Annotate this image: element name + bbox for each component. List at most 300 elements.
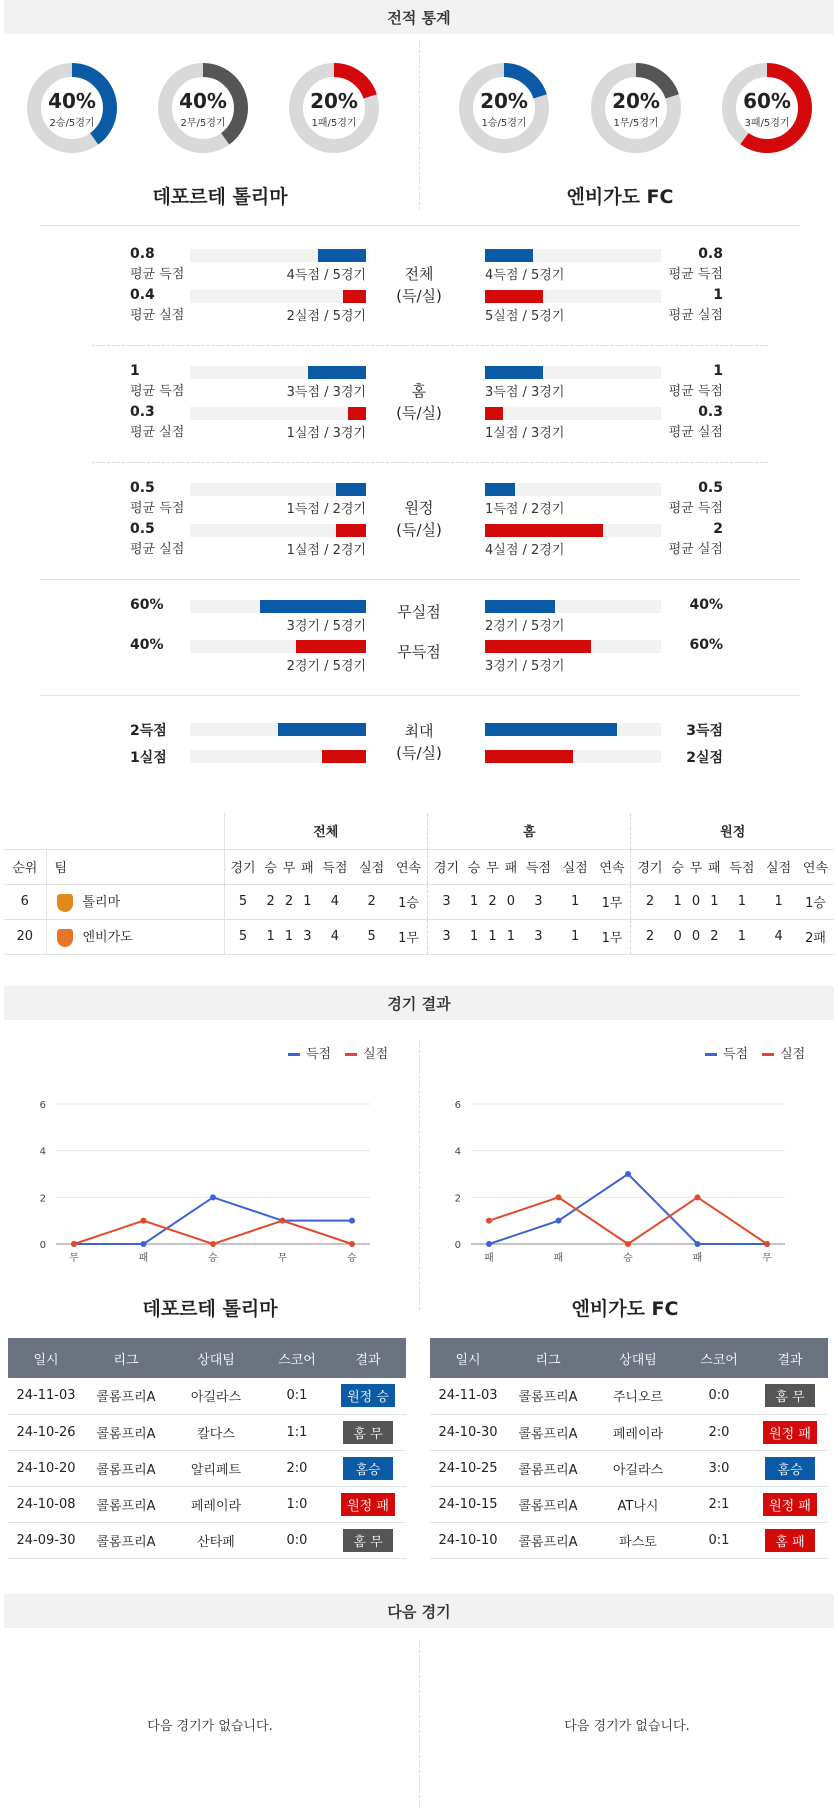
- results-head-cell: 일시: [430, 1338, 506, 1378]
- left-bar-track: [190, 723, 366, 736]
- right-value: 2: [713, 521, 723, 537]
- standings-group-header: 전체: [224, 813, 427, 849]
- result-score: 2:1: [686, 1486, 752, 1522]
- result-opp: 주니오르: [590, 1378, 686, 1414]
- stat-center-title: 전체: [404, 265, 434, 283]
- left-label: 평균 실점: [130, 308, 185, 323]
- result-league: 콜롬프리A: [506, 1486, 590, 1522]
- standings-cell: 1무: [594, 884, 631, 919]
- right-bar-fill: [485, 366, 543, 379]
- chart-legend-home: [288, 1043, 388, 1062]
- results-head-cell: 스코어: [686, 1338, 752, 1378]
- right-label: 평균 득점: [668, 267, 723, 282]
- result-opp: 알리페트: [168, 1450, 264, 1486]
- donut-subtext: 1무/5경기: [613, 118, 659, 129]
- result-date: 24-11-03: [8, 1378, 84, 1414]
- right-bar-track: [485, 249, 661, 262]
- left-label: 평균 득점: [130, 267, 185, 282]
- standings-cell: 5: [353, 919, 390, 954]
- legend-scored-label: 득점: [723, 1047, 749, 1062]
- chart-series-line: [489, 1197, 767, 1244]
- standings-head-rank: 순위: [4, 849, 46, 884]
- standings-cell: 2: [483, 884, 501, 919]
- standings-cell: 3: [520, 884, 557, 919]
- result-row: [8, 1378, 406, 1414]
- standings-cell: 1무: [390, 919, 427, 954]
- left-bar-fill: [278, 723, 366, 736]
- right-label: 평균 실점: [668, 308, 723, 323]
- stat-donut: [26, 62, 118, 154]
- home-goals-line-chart: [30, 1090, 410, 1270]
- left-bar-track: [190, 249, 366, 262]
- right-bar-text: 2경기 / 5경기: [485, 619, 565, 634]
- standings-cell: 1승: [390, 884, 427, 919]
- result-score: 1:0: [264, 1486, 330, 1522]
- standings-group-header: 홈: [427, 813, 630, 849]
- result-score: 0:0: [264, 1522, 330, 1558]
- left-label: 평균 득점: [130, 501, 185, 516]
- results-header-row: [430, 1338, 828, 1378]
- left-bar-track: [190, 750, 366, 763]
- left-bar-track: [190, 600, 366, 613]
- left-value: 1실점: [130, 750, 167, 766]
- right-bar-fill: [485, 249, 533, 262]
- result-row: [8, 1522, 406, 1558]
- standings-head-col: 무: [280, 849, 298, 884]
- result-date: 24-10-26: [8, 1414, 84, 1450]
- left-bar-text: 1득점 / 2경기: [286, 502, 366, 517]
- standings-row: [4, 919, 834, 954]
- right-bar-track: [485, 750, 661, 763]
- stat-center-title: 최대: [404, 722, 434, 740]
- results-head-cell: 상대팀: [168, 1338, 264, 1378]
- result-row: [430, 1522, 828, 1558]
- standings-team: [46, 919, 224, 954]
- chart-point: [141, 1218, 147, 1224]
- standings-cell: 4: [317, 919, 354, 954]
- chart-x-tick: 무: [277, 1253, 288, 1264]
- left-label: 평균 득점: [130, 384, 185, 399]
- donut-percent: 40%: [179, 89, 227, 113]
- left-bar-fill: [308, 366, 366, 379]
- legend-scored-swatch: [705, 1053, 717, 1056]
- right-bar-track: [485, 366, 661, 379]
- chart-point: [695, 1241, 701, 1247]
- left-bar-text: 2실점 / 5경기: [286, 309, 366, 324]
- right-value: 40%: [689, 597, 723, 613]
- donut-percent: 20%: [310, 89, 358, 113]
- stat-center-label: [359, 720, 479, 764]
- legend-conceded-swatch: [345, 1053, 357, 1056]
- result-league: 콜롬프리A: [84, 1522, 168, 1558]
- result-date: 24-10-15: [430, 1486, 506, 1522]
- left-value: 0.8: [130, 246, 155, 262]
- left-value: 0.3: [130, 404, 155, 420]
- standings-head-col: 경기: [224, 849, 261, 884]
- legend-conceded-label: 실점: [363, 1047, 389, 1062]
- stat-center-label: 무득점: [397, 643, 441, 661]
- right-bar-fill: [485, 407, 503, 420]
- standings-head-col: 득점: [520, 849, 557, 884]
- chart-y-tick: 6: [454, 1100, 461, 1111]
- standings-head-team: 팀: [46, 849, 224, 884]
- standings-cell: 1무: [594, 919, 631, 954]
- result-league: 콜롬프리A: [506, 1414, 590, 1450]
- stat-donut: [721, 62, 813, 154]
- legend-scored: [705, 1043, 748, 1062]
- standings-cell: 1: [760, 884, 797, 919]
- result-cell: [752, 1450, 828, 1486]
- left-bar-text: 1실점 / 3경기: [286, 426, 366, 441]
- result-row: [8, 1414, 406, 1450]
- result-date: 24-10-30: [430, 1414, 506, 1450]
- chart-x-tick: 패: [553, 1253, 564, 1264]
- right-value: 1: [713, 287, 723, 303]
- right-bar-track: [485, 483, 661, 496]
- stat-center-label: 무실점: [397, 603, 441, 621]
- chart-point: [625, 1241, 631, 1247]
- result-badge: 홈 패: [765, 1529, 815, 1552]
- standings-head-col: 득점: [317, 849, 354, 884]
- result-date: 24-09-30: [8, 1522, 84, 1558]
- result-league: 콜롬프리A: [84, 1486, 168, 1522]
- left-bar-fill: [318, 249, 366, 262]
- chart-x-tick: 무: [69, 1253, 79, 1264]
- donut-percent: 40%: [48, 89, 96, 113]
- result-date: 24-10-10: [430, 1522, 506, 1558]
- standings-head-col: 실점: [353, 849, 390, 884]
- standings-cell: 3: [427, 919, 464, 954]
- result-row: [430, 1486, 828, 1522]
- standings-head-col: 승: [261, 849, 279, 884]
- chart-x-tick: 승: [347, 1253, 357, 1264]
- standings-head-col: 실점: [557, 849, 594, 884]
- legend-conceded-swatch: [762, 1053, 774, 1056]
- standings-head-col: 연속: [797, 849, 834, 884]
- left-bar-text: 2경기 / 5경기: [286, 659, 366, 674]
- legend-conceded: [762, 1043, 805, 1062]
- standings-team-name: 톨리마: [82, 895, 121, 911]
- home-team-name: 데포르테 톨리마: [152, 186, 288, 208]
- right-bar-fill: [485, 290, 543, 303]
- chart-point: [71, 1241, 77, 1247]
- chart-y-tick: 4: [39, 1146, 46, 1158]
- chart-y-tick: 2: [454, 1193, 461, 1205]
- home-team-name: 데포르테 톨리마: [142, 1298, 278, 1320]
- right-bar-fill: [485, 723, 617, 736]
- left-value: 0.5: [130, 521, 155, 537]
- chart-series-line: [74, 1197, 352, 1244]
- result-league: 콜롬프리A: [84, 1414, 168, 1450]
- standings-head-col: 경기: [427, 849, 464, 884]
- right-value: 0.5: [698, 480, 723, 496]
- result-score: 2:0: [686, 1414, 752, 1450]
- column-divider: [419, 40, 420, 210]
- standings-cell: 1: [261, 919, 279, 954]
- donut-subtext: 2무/5경기: [180, 118, 226, 129]
- standings-cell: 1: [557, 919, 594, 954]
- result-opp: 페레이라: [168, 1486, 264, 1522]
- stat-center-sub: (득/실): [396, 521, 442, 539]
- standings-cell: 3: [427, 884, 464, 919]
- left-value: 0.5: [130, 480, 155, 496]
- left-bar-track: [190, 524, 366, 537]
- team-logo-icon: [57, 894, 73, 912]
- result-cell: [330, 1378, 406, 1414]
- stat-center-label: [359, 263, 479, 307]
- standings-head-col: 연속: [390, 849, 427, 884]
- no-next-match-home: 다음 경기가 없습니다.: [147, 1719, 273, 1734]
- standings-header-row: [4, 849, 834, 884]
- left-bar-track: [190, 407, 366, 420]
- result-date: 24-10-25: [430, 1450, 506, 1486]
- result-opp: 아길라스: [168, 1378, 264, 1414]
- result-league: 콜롬프리A: [506, 1450, 590, 1486]
- chart-series-line: [489, 1174, 767, 1244]
- results-head-cell: 리그: [84, 1338, 168, 1378]
- right-bar-fill: [485, 600, 555, 613]
- left-bar-track: [190, 640, 366, 653]
- left-bar-text: 4득점 / 5경기: [286, 268, 366, 283]
- right-value: 3득점: [686, 723, 723, 739]
- right-bar-text: 5실점 / 5경기: [485, 309, 565, 324]
- right-label: 평균 득점: [668, 384, 723, 399]
- divider: [40, 695, 800, 696]
- legend-conceded: [345, 1043, 388, 1062]
- standings-cell: 1: [483, 919, 501, 954]
- divider: [40, 579, 800, 580]
- result-badge: 원정 승: [341, 1384, 395, 1407]
- right-bar-fill: [485, 640, 591, 653]
- standings-cell: 1: [668, 884, 686, 919]
- right-bar-track: [485, 524, 661, 537]
- standings-cell: 2: [280, 884, 298, 919]
- chart-point: [486, 1241, 492, 1247]
- stat-donut: [590, 62, 682, 154]
- standings-head-col: 패: [502, 849, 520, 884]
- result-score: 1:1: [264, 1414, 330, 1450]
- column-divider: [419, 1640, 420, 1808]
- result-opp: 페레이라: [590, 1414, 686, 1450]
- standings-cell: 1: [280, 919, 298, 954]
- standings-cell: 1: [705, 884, 723, 919]
- result-row: [8, 1486, 406, 1522]
- result-row: [430, 1378, 828, 1414]
- left-bar-track: [190, 366, 366, 379]
- left-bar-fill: [260, 600, 366, 613]
- right-bar-fill: [485, 750, 573, 763]
- donut-percent: 20%: [480, 89, 528, 113]
- result-cell: [330, 1486, 406, 1522]
- result-badge: 원정 패: [763, 1493, 817, 1516]
- result-cell: [330, 1522, 406, 1558]
- result-row: [430, 1414, 828, 1450]
- results-head-cell: 일시: [8, 1338, 84, 1378]
- standings-cell: 3: [298, 919, 316, 954]
- standings-cell: 0: [687, 919, 705, 954]
- stat-donut: [157, 62, 249, 154]
- result-score: 0:0: [686, 1378, 752, 1414]
- result-opp: 파스토: [590, 1522, 686, 1558]
- chart-point: [556, 1218, 562, 1224]
- results-head-cell: 결과: [330, 1338, 406, 1378]
- stat-donut: [458, 62, 550, 154]
- chart-y-tick: 0: [39, 1240, 46, 1251]
- chart-x-tick: 승: [208, 1253, 218, 1264]
- results-head-cell: 결과: [752, 1338, 828, 1378]
- chart-point: [349, 1218, 355, 1224]
- result-date: 24-10-08: [8, 1486, 84, 1522]
- standings-cell: 2: [353, 884, 390, 919]
- standings-cell: 5: [224, 884, 261, 919]
- right-value: 0.8: [698, 246, 723, 262]
- chart-point: [141, 1241, 147, 1247]
- result-badge: 원정 패: [341, 1493, 395, 1516]
- right-bar-track: [485, 723, 661, 736]
- chart-x-tick: 승: [623, 1253, 633, 1264]
- right-value: 60%: [689, 637, 723, 653]
- results-header-row: [8, 1338, 406, 1378]
- standings-cell: 1: [724, 884, 761, 919]
- right-bar-track: [485, 640, 661, 653]
- standings-cell: 0: [502, 884, 520, 919]
- standings-head-col: 경기: [631, 849, 668, 884]
- left-value: 1: [130, 363, 140, 379]
- stat-center-sub: (득/실): [396, 744, 442, 762]
- right-bar-track: [485, 600, 661, 613]
- standings-head-col: 승: [465, 849, 483, 884]
- standings-rank: 6: [4, 884, 46, 919]
- standings-cell: 0: [668, 919, 686, 954]
- right-bar-track: [485, 290, 661, 303]
- team-logo-icon: [57, 929, 73, 947]
- stat-center-title: 원정: [404, 499, 434, 517]
- section-header-stats: 전적 통계: [4, 0, 834, 34]
- result-date: 24-10-20: [8, 1450, 84, 1486]
- donut-subtext: 3패/5경기: [744, 118, 790, 129]
- standings-cell: 3: [520, 919, 557, 954]
- standings-cell: 2: [261, 884, 279, 919]
- column-divider: [419, 1040, 420, 1310]
- divider: [40, 225, 800, 226]
- result-badge: 홈 무: [343, 1421, 393, 1444]
- result-cell: [752, 1414, 828, 1450]
- left-label: 평균 실점: [130, 425, 185, 440]
- donut-percent: 20%: [612, 89, 660, 113]
- standings-cell: 4: [760, 919, 797, 954]
- result-date: 24-11-03: [430, 1378, 506, 1414]
- standings-table: [4, 813, 834, 955]
- standings-row: [4, 884, 834, 919]
- left-value: 40%: [130, 637, 164, 653]
- right-bar-text: 1득점 / 2경기: [485, 502, 565, 517]
- standings-head-col: 실점: [760, 849, 797, 884]
- chart-x-tick: 패: [484, 1253, 494, 1264]
- standings-rank: 20: [4, 919, 46, 954]
- standings-cell: 1: [298, 884, 316, 919]
- standings-head-col: 패: [705, 849, 723, 884]
- stat-center-sub: (득/실): [396, 287, 442, 305]
- donut-subtext: 2승/5경기: [49, 118, 95, 129]
- standings-head-col: 무: [687, 849, 705, 884]
- chart-x-tick: 패: [692, 1253, 703, 1264]
- away-team-name: 엔비가도 FC: [566, 186, 674, 208]
- standings-cell: 5: [224, 919, 261, 954]
- result-cell: [752, 1522, 828, 1558]
- result-league: 콜롬프리A: [506, 1522, 590, 1558]
- result-score: 3:0: [686, 1450, 752, 1486]
- results-head-cell: 스코어: [264, 1338, 330, 1378]
- right-value: 0.3: [698, 404, 723, 420]
- legend-scored-swatch: [288, 1053, 300, 1056]
- result-league: 콜롬프리A: [84, 1450, 168, 1486]
- standings-cell: 2패: [797, 919, 834, 954]
- chart-point: [210, 1194, 216, 1200]
- dashed-divider: [92, 462, 768, 463]
- away-recent-results-table: [430, 1338, 828, 1559]
- right-value: 1: [713, 363, 723, 379]
- chart-x-tick: 무: [762, 1253, 772, 1264]
- result-cell: [330, 1414, 406, 1450]
- standings-cell: 4: [317, 884, 354, 919]
- results-head-cell: 상대팀: [590, 1338, 686, 1378]
- left-value: 0.4: [130, 287, 155, 303]
- standings-head-col: 무: [483, 849, 501, 884]
- right-bar-text: 1실점 / 3경기: [485, 426, 565, 441]
- result-row: [430, 1450, 828, 1486]
- section-header-results: 경기 결과: [4, 986, 834, 1020]
- result-badge: 홈 무: [343, 1529, 393, 1552]
- legend-conceded-label: 실점: [780, 1047, 806, 1062]
- standings-cell: 2: [631, 884, 668, 919]
- standings-group-header: 원정: [631, 813, 834, 849]
- result-league: 콜롬프리A: [506, 1378, 590, 1414]
- donut-subtext: 1승/5경기: [481, 118, 527, 129]
- result-badge: 홈승: [765, 1457, 815, 1480]
- result-badge: 홈 무: [765, 1384, 815, 1407]
- chart-x-tick: 패: [138, 1253, 149, 1264]
- chart-y-tick: 6: [39, 1100, 46, 1111]
- section-header-next: 다음 경기: [4, 1594, 834, 1628]
- result-score: 0:1: [686, 1522, 752, 1558]
- chart-y-tick: 2: [39, 1193, 46, 1205]
- chart-legend-away: [705, 1043, 805, 1062]
- chart-y-tick: 0: [454, 1240, 461, 1251]
- chart-point: [764, 1241, 770, 1247]
- left-value: 60%: [130, 597, 164, 613]
- right-bar-text: 4실점 / 2경기: [485, 543, 565, 558]
- standings-cell: 1: [557, 884, 594, 919]
- result-cell: [330, 1450, 406, 1486]
- stat-center-label: [359, 380, 479, 424]
- stat-center-label: [359, 497, 479, 541]
- left-bar-track: [190, 483, 366, 496]
- donut-percent: 60%: [743, 89, 791, 113]
- result-opp: 아길라스: [590, 1450, 686, 1486]
- left-bar-text: 3득점 / 3경기: [286, 385, 366, 400]
- right-label: 평균 실점: [668, 542, 723, 557]
- stat-donut: [288, 62, 380, 154]
- chart-point: [695, 1194, 701, 1200]
- right-bar-text: 4득점 / 5경기: [485, 268, 565, 283]
- chart-point: [556, 1194, 562, 1200]
- right-bar-text: 3득점 / 3경기: [485, 385, 565, 400]
- standings-team: [46, 884, 224, 919]
- result-cell: [752, 1378, 828, 1414]
- standings-head-col: 승: [668, 849, 686, 884]
- no-next-match-away: 다음 경기가 없습니다.: [564, 1719, 690, 1734]
- left-bar-text: 3경기 / 5경기: [286, 619, 366, 634]
